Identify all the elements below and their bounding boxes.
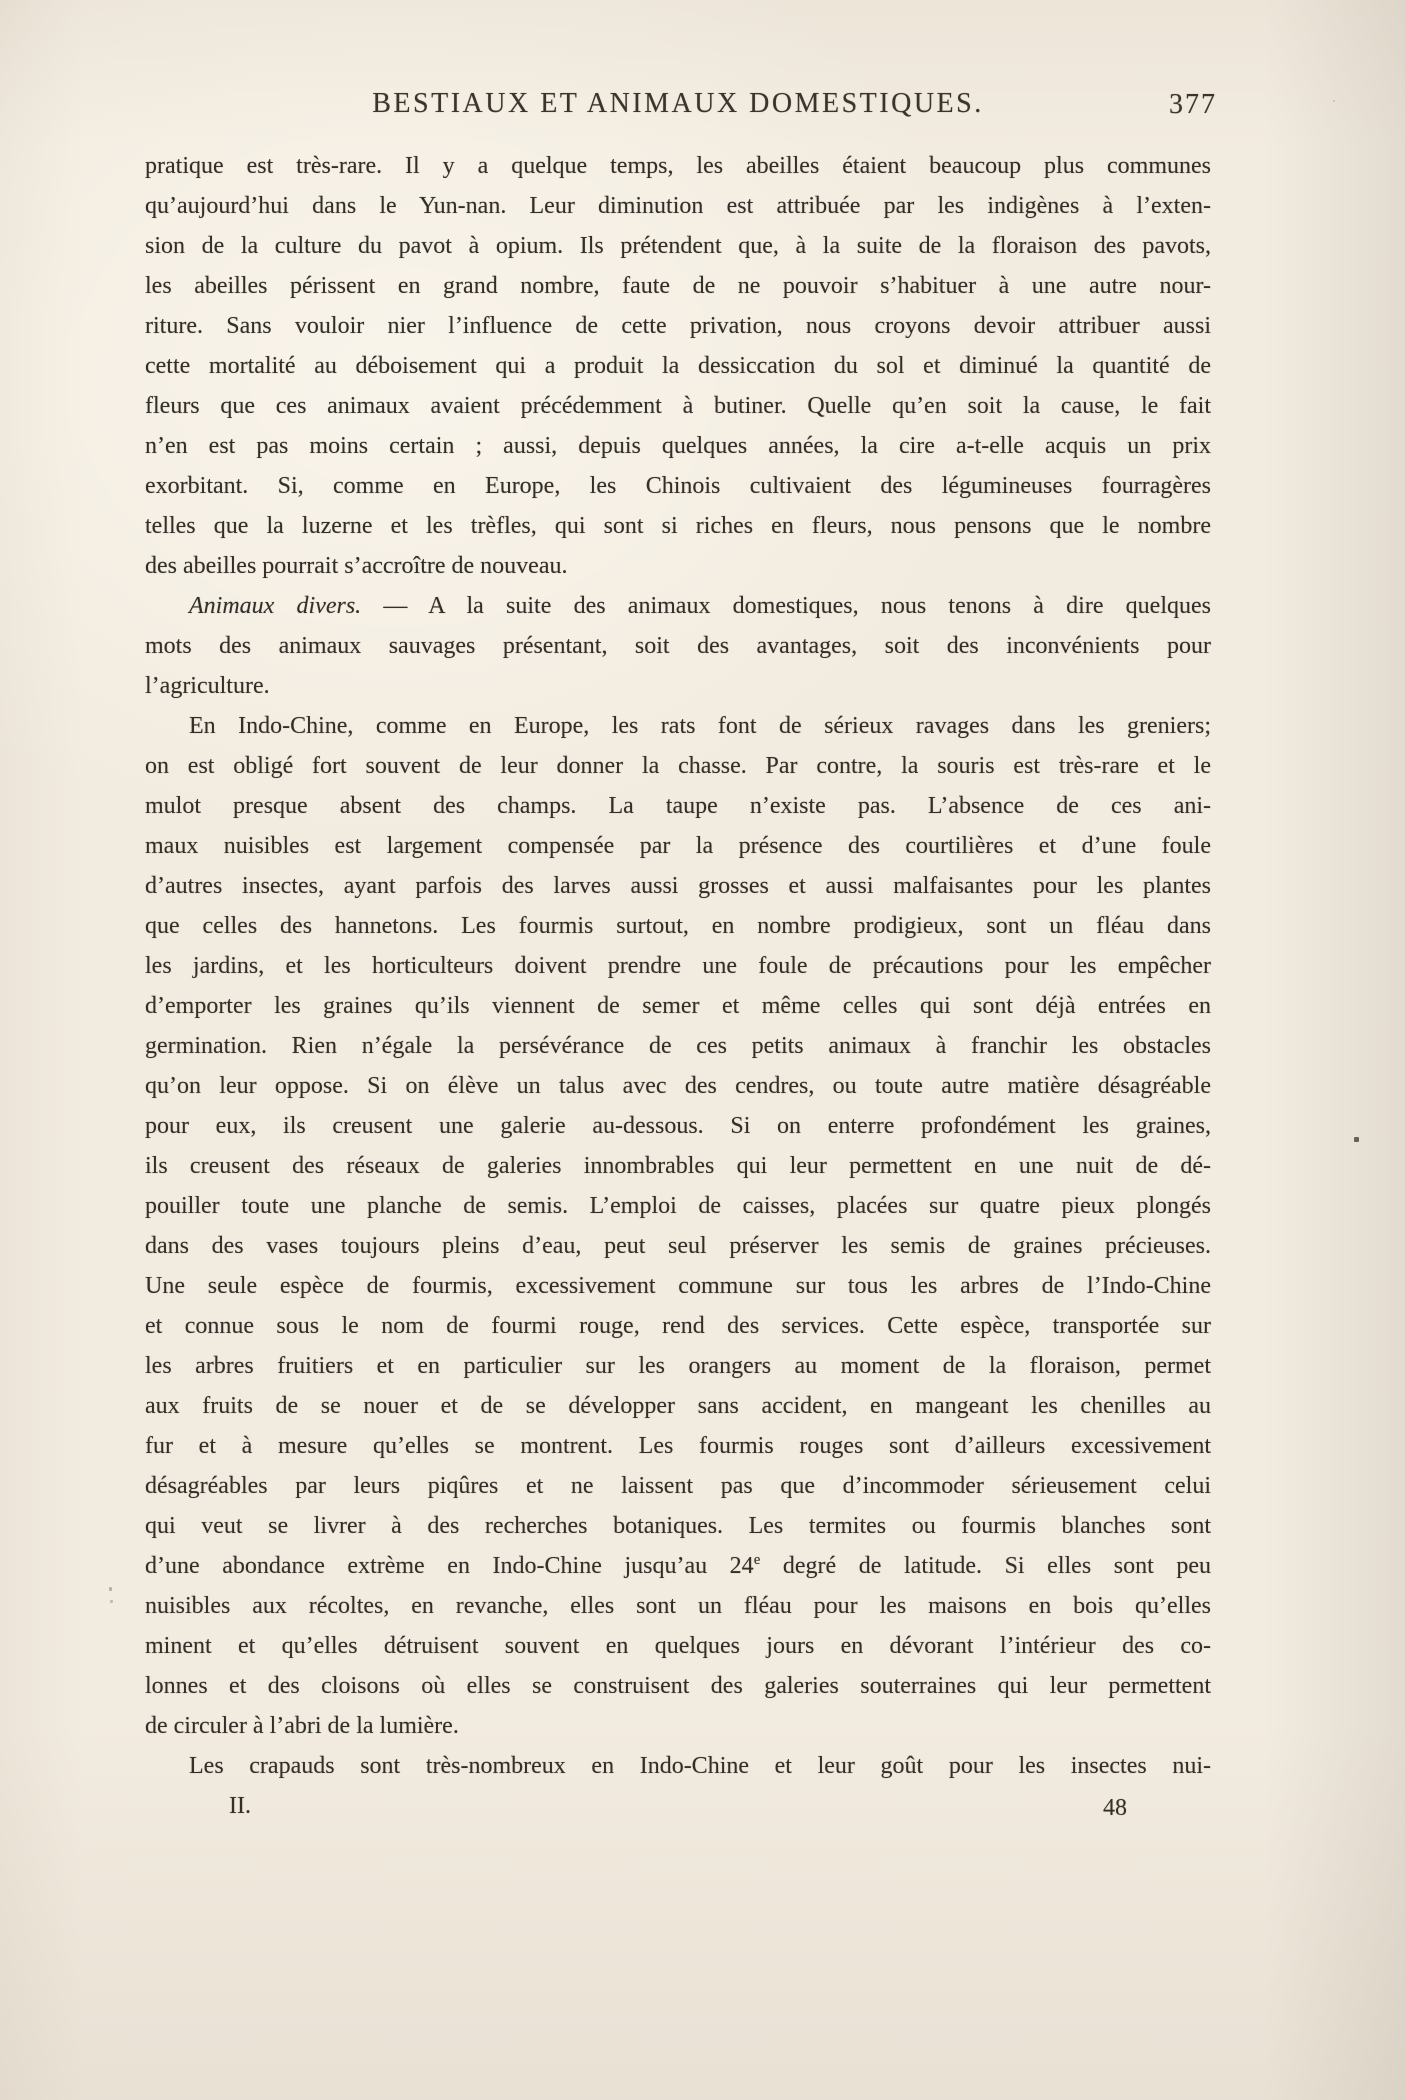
text-line: les jardins, et les horticulteurs doivent prendre une foule de précautions pour les empêcher [145, 953, 1211, 979]
ink-speck [1354, 1137, 1359, 1142]
page-number: 377 [1169, 89, 1217, 120]
text-line: minent et qu’elles détruisent souvent en quelques jours en dévorant l’intérieur des co- [145, 1633, 1211, 1659]
text-line: Les crapauds sont très-nombreux en Indo-Chine et leur goût pour les insectes nui- [189, 1753, 1211, 1779]
text-line: fur et à mesure qu’elles se montrent. Les fourmis rouges sont d’ailleurs excessivement [145, 1433, 1211, 1459]
ink-speck [109, 1587, 112, 1591]
text-line: sion de la culture du pavot à opium. Ils prétendent que, à la suite de la floraison des pavots, [145, 233, 1211, 259]
text-line: n’en est pas moins certain ; aussi, depuis quelques années, la cire a-t-elle acquis un prix [145, 433, 1211, 459]
text-line: ils creusent des réseaux de galeries innombrables qui leur permettent en une nuit de dé- [145, 1153, 1211, 1179]
text-line: d’autres insectes, ayant parfois des larves aussi grosses et aussi malfaisantes pour les plantes [145, 873, 1211, 899]
text-line: nuisibles aux récoltes, en revanche, elles sont un fléau pour les maisons en bois qu’elles [145, 1593, 1211, 1619]
text-line: fleurs que ces animaux avaient précédemment à butiner. Quelle qu’en soit la cause, le fait [145, 393, 1211, 419]
text-line: désagréables par leurs piqûres et ne laissent pas que d’incommoder sérieusement celui [145, 1473, 1211, 1499]
text-line: Animaux divers. — A la suite des animaux domestiques, nous tenons à dire quelques [189, 593, 1211, 619]
text-line: mulot presque absent des champs. La taupe n’existe pas. L’absence de ces ani- [145, 793, 1211, 819]
text-line: exorbitant. Si, comme en Europe, les Chinois cultivaient des légumineuses fourragères [145, 473, 1211, 499]
text-line: d’une abondance extrème en Indo-Chine jusqu’au 24e degré de latitude. Si elles sont peu [145, 1552, 1211, 1579]
volume-numeral: II. [229, 1793, 251, 1819]
text-line: des abeilles pourrait s’accroître de nouveau. [145, 553, 568, 579]
text-line: En Indo-Chine, comme en Europe, les rats font de sérieux ravages dans les greniers; [189, 713, 1211, 739]
text-line: cette mortalité au déboisement qui a produit la dessiccation du sol et diminué la quantité de [145, 353, 1211, 379]
text-line: qu’on leur oppose. Si on élève un talus avec des cendres, ou toute autre matière désagréable [145, 1073, 1211, 1099]
page-footer [145, 1786, 1211, 1826]
text-line: dans des vases toujours pleins d’eau, peut seul préserver les semis de graines précieuses. [145, 1233, 1211, 1259]
running-head-title: BESTIAUX ET ANIMAUX DOMESTIQUES. [372, 88, 984, 119]
text-line: qui veut se livrer à des recherches botaniques. Les termites ou fourmis blanches sont [145, 1513, 1211, 1539]
text-line: aux fruits de se nouer et de se développer sans accident, en mangeant les chenilles au [145, 1393, 1211, 1419]
text-line: et connue sous le nom de fourmi rouge, rend des services. Cette espèce, transportée sur [145, 1313, 1211, 1339]
text-line: on est obligé fort souvent de leur donner la chasse. Par contre, la souris est très-rare et le [145, 753, 1211, 779]
text-line: germination. Rien n’égale la persévérance de ces petits animaux à franchir les obstacles [145, 1033, 1211, 1059]
text-line: qu’aujourd’hui dans le Yun-nan. Leur diminution est attribuée par les indigènes à l’exten- [145, 193, 1211, 219]
text-line: les arbres fruitiers et en particulier sur les orangers au moment de la floraison, permet [145, 1353, 1211, 1379]
ink-speck [1333, 100, 1335, 102]
text-line: pratique est très-rare. Il y a quelque temps, les abeilles étaient beaucoup plus communes [145, 153, 1211, 179]
text-line: les abeilles périssent en grand nombre, faute de ne pouvoir s’habituer à une autre nour- [145, 273, 1211, 299]
text-line: Une seule espèce de fourmis, excessivement commune sur tous les arbres de l’Indo-Chine [145, 1273, 1211, 1299]
text-line: que celles des hannetons. Les fourmis surtout, en nombre prodigieux, sont un fléau dans [145, 913, 1211, 939]
text-line: telles que la luzerne et les trèfles, qui sont si riches en fleurs, nous pensons que le nombre [145, 513, 1211, 539]
text-line: l’agriculture. [145, 673, 270, 699]
text-line: mots des animaux sauvages présentant, soit des avantages, soit des inconvénients pour [145, 633, 1211, 659]
body-text [145, 146, 1211, 1786]
ink-speck [110, 1600, 113, 1603]
text-line: de circuler à l’abri de la lumière. [145, 1713, 459, 1739]
text-line: d’emporter les graines qu’ils viennent de semer et même celles qui sont déjà entrées en [145, 993, 1211, 1019]
text-line: riture. Sans vouloir nier l’influence de cette privation, nous croyons devoir attribuer aussi [145, 313, 1211, 339]
running-head [145, 88, 1217, 120]
text-line: pour eux, ils creusent une galerie au-dessous. Si on enterre profondément les graines, [145, 1113, 1211, 1139]
signature-number: 48 [1103, 1795, 1127, 1821]
text-line: pouiller toute une planche de semis. L’emploi de caisses, placées sur quatre pieux plongés [145, 1193, 1211, 1219]
text-line: lonnes et des cloisons où elles se construisent des galeries souterraines qui leur permettent [145, 1673, 1211, 1699]
text-line: maux nuisibles est largement compensée par la présence des courtilières et d’une foule [145, 833, 1211, 859]
